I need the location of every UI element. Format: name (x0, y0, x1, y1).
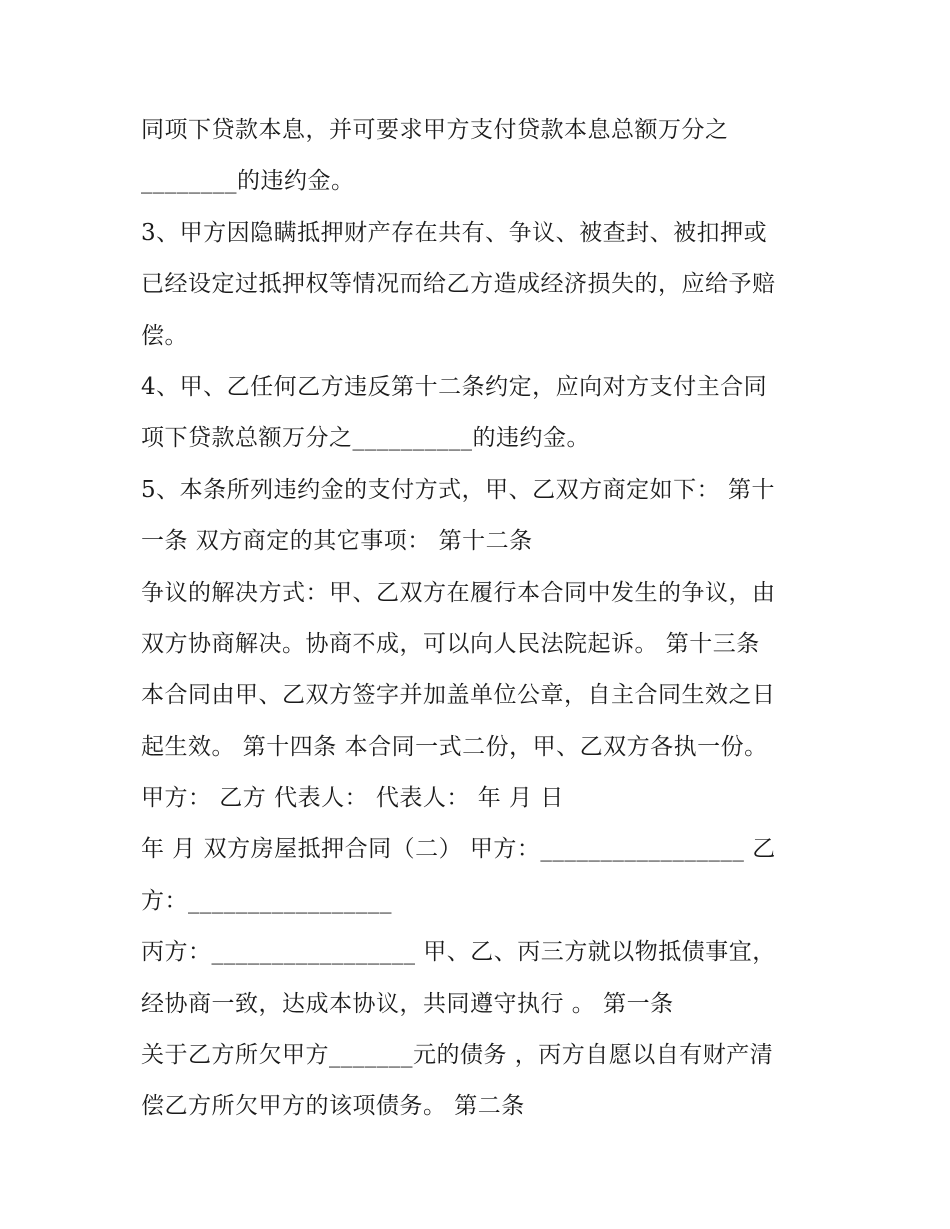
text-line: 同项下贷款本息，并可要求甲方支付贷款本息总额万分之 (141, 117, 729, 143)
text-line: 方：_________________ (141, 887, 392, 914)
text-line: 关于乙方所欠甲方_______元的债务 ，丙方自愿以自有财产清 (141, 1042, 774, 1069)
text-line: 甲方： 乙方 代表人： 代表人： 年 月 日 (141, 785, 564, 812)
text-line: 经协商一致，达成本协议，共同遵守执行 。 第一条 (141, 990, 674, 1017)
text-line: 年 月 双方房屋抵押合同（二） 甲方：_________________ 乙 (141, 836, 776, 863)
text-line: 5、本条所列违约金的支付方式，甲、乙双方商定如下： 第十 (141, 476, 775, 503)
text-line: 丙方：_________________ 甲、乙、丙三方就以物抵债事宜， (141, 939, 776, 966)
text-line: 已经设定过抵押权等情况而给乙方造成经济损失的，应给予赔 (141, 271, 776, 298)
text-line: 3、甲方因隐瞒抵押财产存在共有、争议、被查封、被扣押或 (141, 219, 768, 246)
text-line: 项下贷款总额万分之__________的违约金。 (141, 425, 590, 452)
document-body (141, 105, 821, 1133)
text-line: 一条 双方商定的其它事项： 第十二条 (141, 528, 533, 555)
text-line: 争议的解决方式：甲、乙双方在履行本合同中发生的争议，由 (141, 579, 776, 606)
text-line: 本合同由甲、乙双方签字并加盖单位公章，自主合同生效之日 (141, 682, 776, 709)
text-line: 起生效。 第十四条 本合同一式二份，甲、乙双方各执一份。 (141, 733, 768, 760)
text-line: 偿乙方所欠甲方的该项债务。 第二条 (141, 1093, 525, 1120)
text-line: ________的违约金。 (141, 168, 355, 195)
text-line: 偿。 (141, 322, 188, 349)
text-line: 双方协商解决。协商不成，可以向人民法院起诉。 第十三条 (141, 630, 760, 657)
text-line: 4、甲、乙任何乙方违反第十二条约定，应向对方支付主合同 (141, 373, 768, 400)
